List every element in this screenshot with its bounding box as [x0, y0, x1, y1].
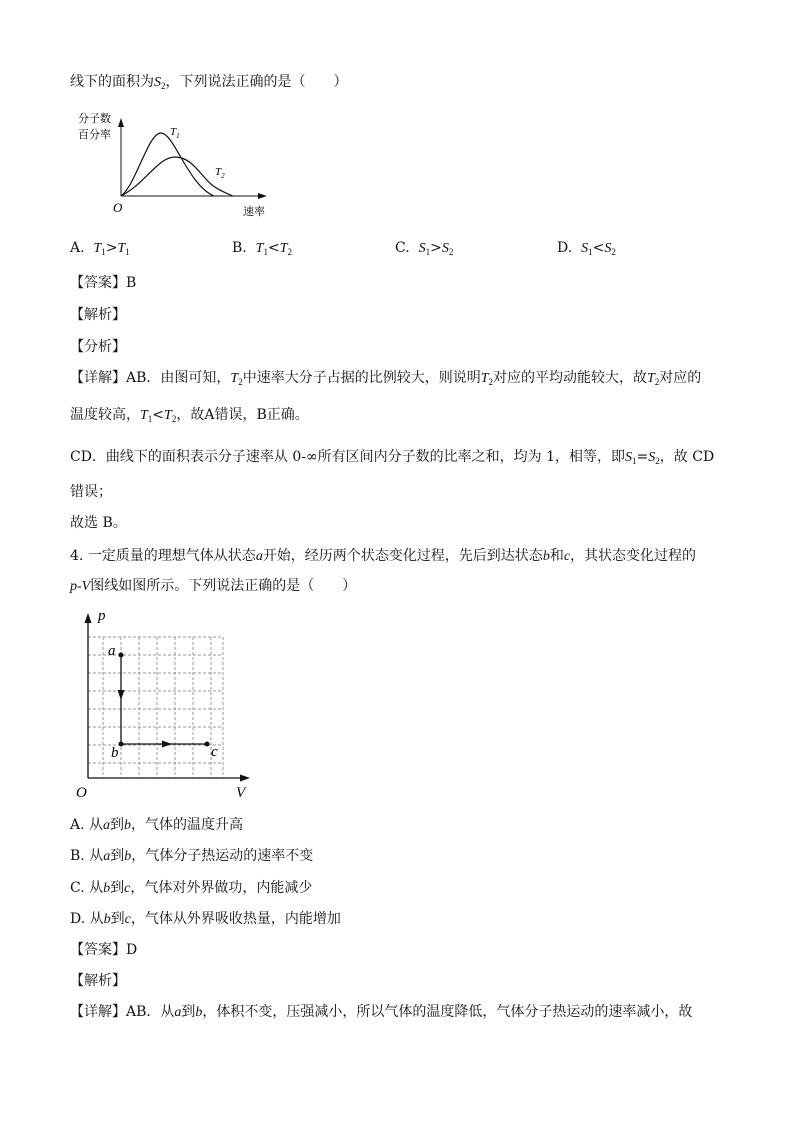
q3-detail-line-2: 温度较高，$T_1<T_2$，故A错误，B正确。 [70, 407, 309, 424]
q4-label-b: b [111, 745, 119, 761]
q3-option-c: C. $S_1>S_2$ [395, 240, 454, 257]
q4-stem-line-1: 4. 一定质量的理想气体从状态a开始，经历两个状态变化过程，先后到达状态b和c，其状态变化过程的 [70, 548, 697, 564]
q4-v-arrow [240, 775, 250, 782]
q4-arrow-ab [118, 690, 125, 700]
q4-answer [70, 940, 137, 960]
q4-point-b [119, 742, 124, 747]
q3-answer [70, 273, 136, 293]
q3-x-arrow [258, 193, 267, 199]
q3-option-a: A. $T_1>T_1$ [70, 240, 130, 257]
q4-number: 4. [70, 548, 84, 564]
q3-answer-value: B [126, 275, 137, 291]
q3-origin: O [113, 200, 123, 215]
q3-y-arrow [118, 118, 124, 127]
q3-stem-sub: 2 [161, 81, 166, 91]
q4-option-c: C. 从b到c，气体对外界做功，内能减少 [70, 880, 313, 896]
q4-answer-value: D [126, 942, 138, 958]
q4-point-a [119, 653, 124, 658]
q3-fenxi-label: 【分析】 [70, 339, 126, 355]
q4-detail-line-1: 【详解】AB．从a到b，体积不变，压强减小，所以气体的温度降低，气体分子热运动的速率减小，故 [70, 1004, 693, 1020]
q4-label-a: a [108, 643, 116, 659]
q4-stem-line-2: p-V图线如图所示。下列说法正确的是（ ） [70, 578, 357, 594]
q3-analysis-label: 【解析】 [70, 307, 126, 323]
q3-stem-text: 线下的面积为 [70, 74, 154, 90]
q4-pv-graph [70, 605, 260, 805]
q3-detail-line-1: 【详解】AB．由图可知，$T_2$中速率大分子占据的比例较大，则说明$T_2$对应的平均动能较大，故$T_2$对应的 [70, 370, 702, 387]
q4-analysis-label: 【解析】 [70, 973, 126, 989]
q4-option-b: B. 从a到b，气体分子热运动的速率不变 [70, 848, 314, 864]
q3-option-b: B. $T_1<T_2$ [232, 240, 292, 257]
q4-answer-label: 【答案】 [70, 942, 126, 958]
q3-option-d: D. $S_1<S_2$ [557, 240, 616, 257]
q4-p-label: p [98, 608, 106, 624]
q3-stem [70, 72, 348, 96]
q3-stem-tail: ，下列说法正确的是（ ） [165, 74, 348, 90]
q4-point-c [205, 742, 210, 747]
q4-p-arrow [85, 613, 92, 623]
q4-arrow-bc [162, 741, 172, 748]
q3-distribution-graph [70, 105, 280, 220]
q3-answer-label: 【答案】 [70, 275, 126, 291]
q4-option-d: D. 从b到c，气体从外界吸收热量，内能增加 [70, 911, 341, 927]
q4-option-a: A. 从a到b，气体的温度升高 [70, 817, 244, 833]
q3-stem-var: S [154, 75, 161, 90]
q3-xlabel: 速率 [243, 206, 265, 218]
q3-label-t2: $T_2$ [215, 166, 225, 180]
q3-label-t1: $T_1$ [170, 126, 180, 140]
q3-detail-line-3: CD．曲线下的面积表示分子速率从 0-∞所有区间内分子数的比率之和，均为 1，相等，即$S_1=S_2$，故 CD [70, 449, 715, 466]
q3-detail-line-5: 故选 B。 [70, 515, 127, 531]
q4-label-c: c [211, 744, 218, 760]
q4-origin: O [76, 785, 87, 801]
q3-detail-line-4: 错误； [70, 484, 112, 500]
q4-v-label: V [236, 785, 246, 801]
q3-ylabel-1: 分子数 [78, 113, 111, 125]
q3-ylabel-2: 百分率 [78, 129, 111, 141]
